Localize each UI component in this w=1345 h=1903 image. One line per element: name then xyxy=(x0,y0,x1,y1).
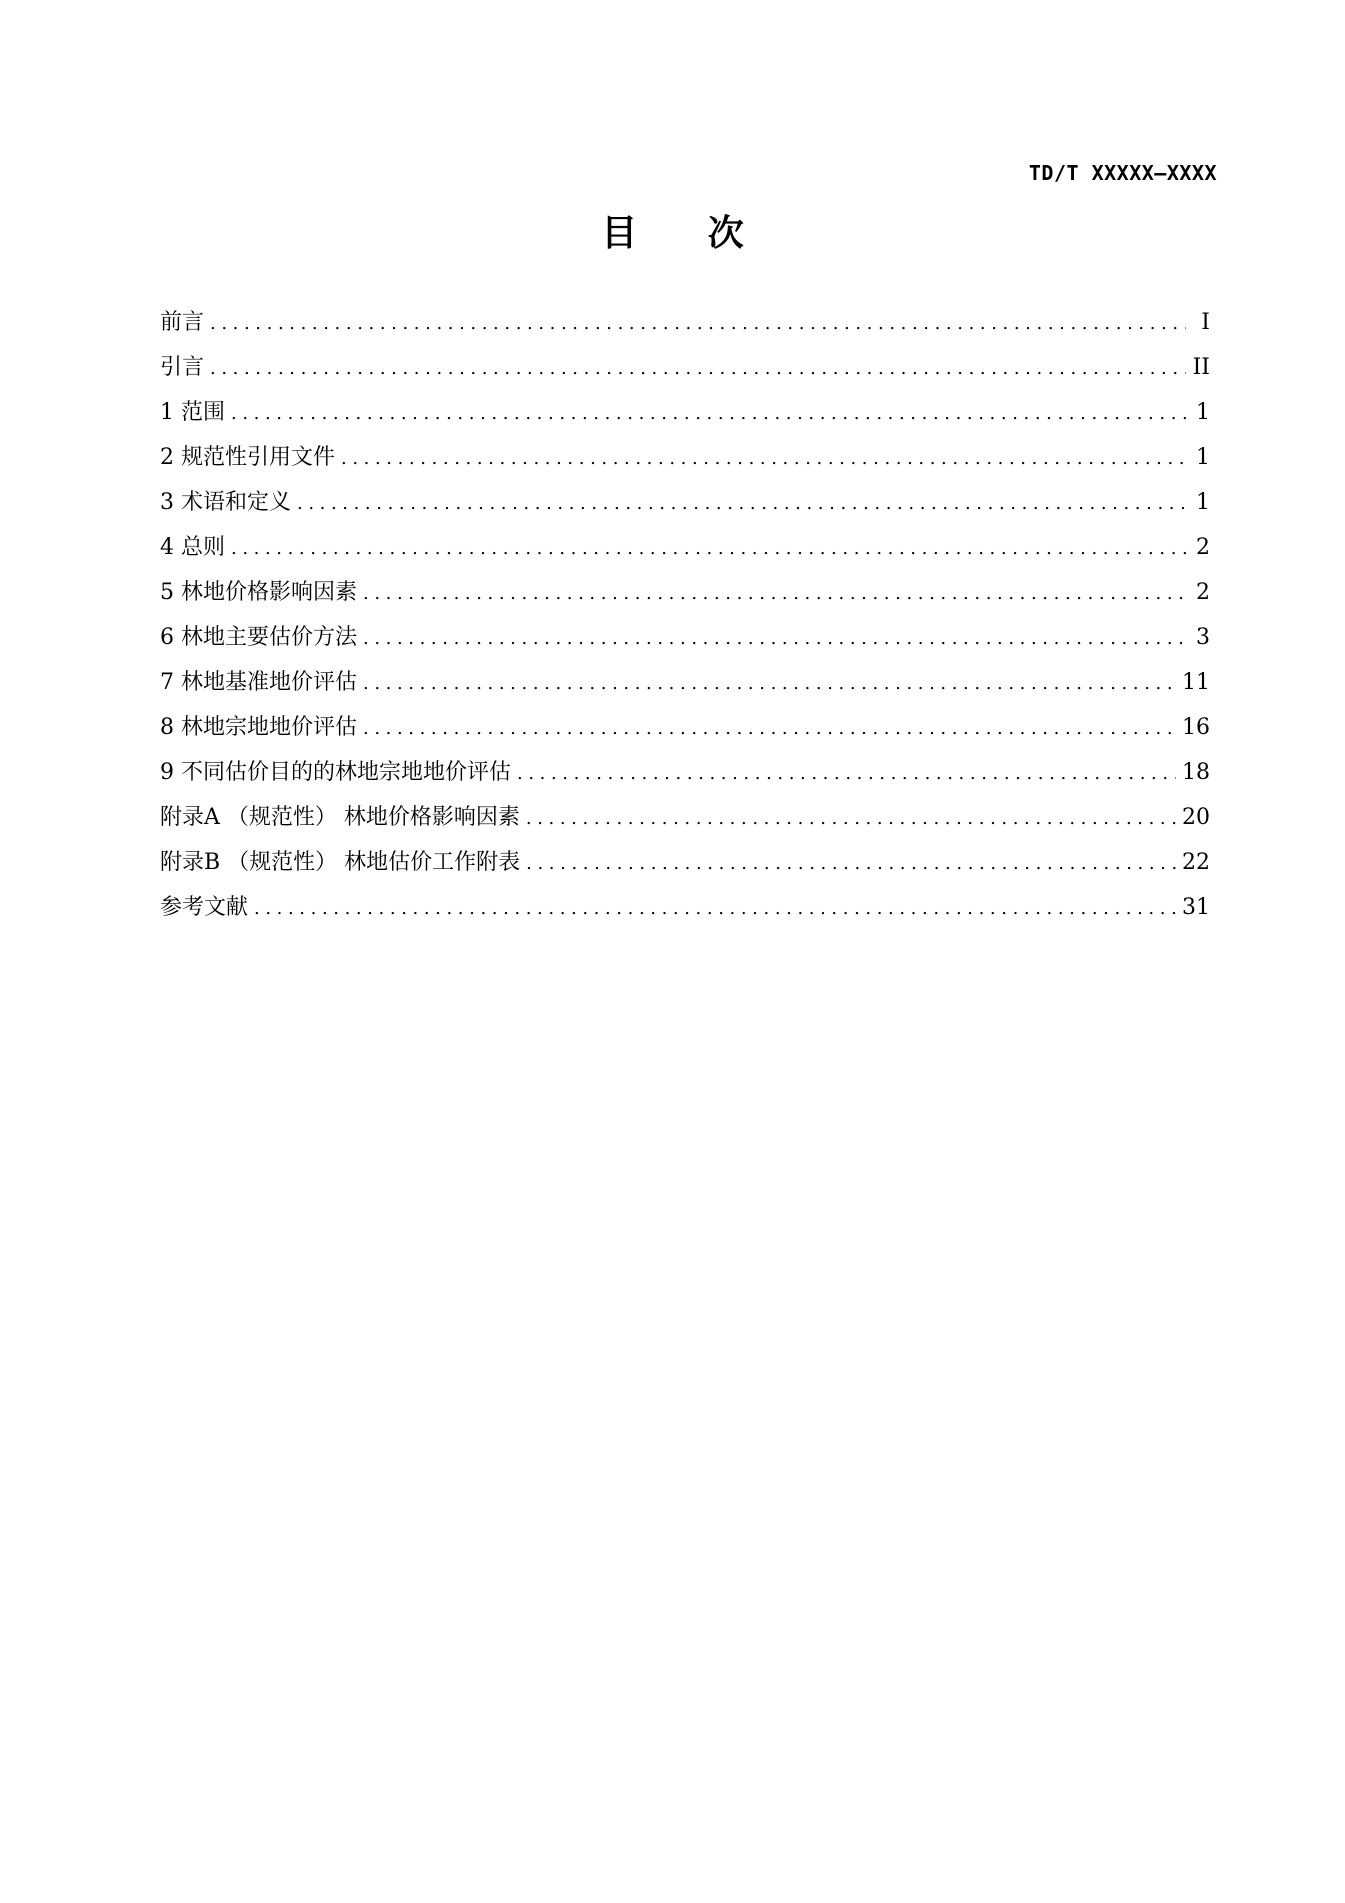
toc-page-number: I xyxy=(1201,310,1210,335)
toc-dot-leader xyxy=(517,751,1176,796)
toc-page-number: 31 xyxy=(1182,895,1210,920)
toc-dot-leader xyxy=(210,346,1186,391)
toc-entry-label: 2 规范性引用文件 xyxy=(160,445,335,470)
toc-entry-introduction[interactable] xyxy=(160,345,1210,390)
toc-entry-price-factors[interactable] xyxy=(160,570,1210,615)
toc-dot-leader xyxy=(254,886,1176,931)
toc-dot-leader xyxy=(526,796,1176,841)
toc-page-number: 1 xyxy=(1196,490,1210,515)
toc-entry-label: 8 林地宗地地价评估 xyxy=(160,715,357,740)
toc-dot-leader xyxy=(363,616,1186,661)
table-of-contents xyxy=(160,300,1210,930)
toc-entry-foreword[interactable] xyxy=(160,300,1210,345)
toc-dot-leader xyxy=(210,301,1186,346)
document-code: TD/T XXXXX—XXXX xyxy=(1028,161,1217,185)
toc-entry-normative-references[interactable] xyxy=(160,435,1210,480)
toc-page-number: 2 xyxy=(1196,535,1210,560)
toc-entry-appendix-b[interactable] xyxy=(160,840,1210,885)
toc-entry-label: 前言 xyxy=(160,310,205,335)
toc-page-number: 1 xyxy=(1196,445,1210,470)
toc-entry-label: 引言 xyxy=(160,355,205,380)
toc-entry-label: 5 林地价格影响因素 xyxy=(160,580,357,605)
toc-entry-benchmark-price[interactable] xyxy=(160,660,1210,705)
toc-title: 目 次 xyxy=(601,213,744,254)
toc-entry-label: 9 不同估价目的的林地宗地地价评估 xyxy=(160,760,511,785)
toc-dot-leader xyxy=(526,841,1176,886)
toc-page-number: 1 xyxy=(1196,400,1210,425)
toc-page-number: 2 xyxy=(1196,580,1210,605)
toc-entry-terms-definitions[interactable] xyxy=(160,480,1210,525)
toc-entry-label: 参考文献 xyxy=(160,895,249,920)
toc-entry-label: 4 总则 xyxy=(160,535,225,560)
toc-entry-label: 3 术语和定义 xyxy=(160,490,291,515)
toc-entry-bibliography[interactable] xyxy=(160,885,1210,930)
toc-entry-parcel-price[interactable] xyxy=(160,705,1210,750)
toc-dot-leader xyxy=(231,391,1186,436)
toc-page-number: 22 xyxy=(1182,850,1210,875)
toc-dot-leader xyxy=(341,436,1186,481)
toc-dot-leader xyxy=(363,706,1176,751)
toc-dot-leader xyxy=(231,526,1186,571)
toc-entry-label: 附录B （规范性） 林地估价工作附表 xyxy=(160,850,521,875)
toc-entry-label: 7 林地基准地价评估 xyxy=(160,670,357,695)
toc-dot-leader xyxy=(363,571,1186,616)
toc-page-number: 20 xyxy=(1182,805,1210,830)
toc-entry-appendix-a[interactable] xyxy=(160,795,1210,840)
toc-entry-valuation-methods[interactable] xyxy=(160,615,1210,660)
toc-page-number: II xyxy=(1192,355,1210,380)
toc-dot-leader xyxy=(363,661,1176,706)
toc-page-number: 3 xyxy=(1196,625,1210,650)
toc-entry-label: 6 林地主要估价方法 xyxy=(160,625,357,650)
toc-page-number: 18 xyxy=(1182,760,1210,785)
toc-page-number: 11 xyxy=(1182,670,1210,695)
toc-page-number: 16 xyxy=(1182,715,1210,740)
toc-entry-general[interactable] xyxy=(160,525,1210,570)
toc-entry-label: 附录A （规范性） 林地价格影响因素 xyxy=(160,805,520,830)
toc-entry-label: 1 范围 xyxy=(160,400,225,425)
toc-entry-scope[interactable] xyxy=(160,390,1210,435)
toc-dot-leader xyxy=(297,481,1186,526)
toc-entry-purpose-valuation[interactable] xyxy=(160,750,1210,795)
